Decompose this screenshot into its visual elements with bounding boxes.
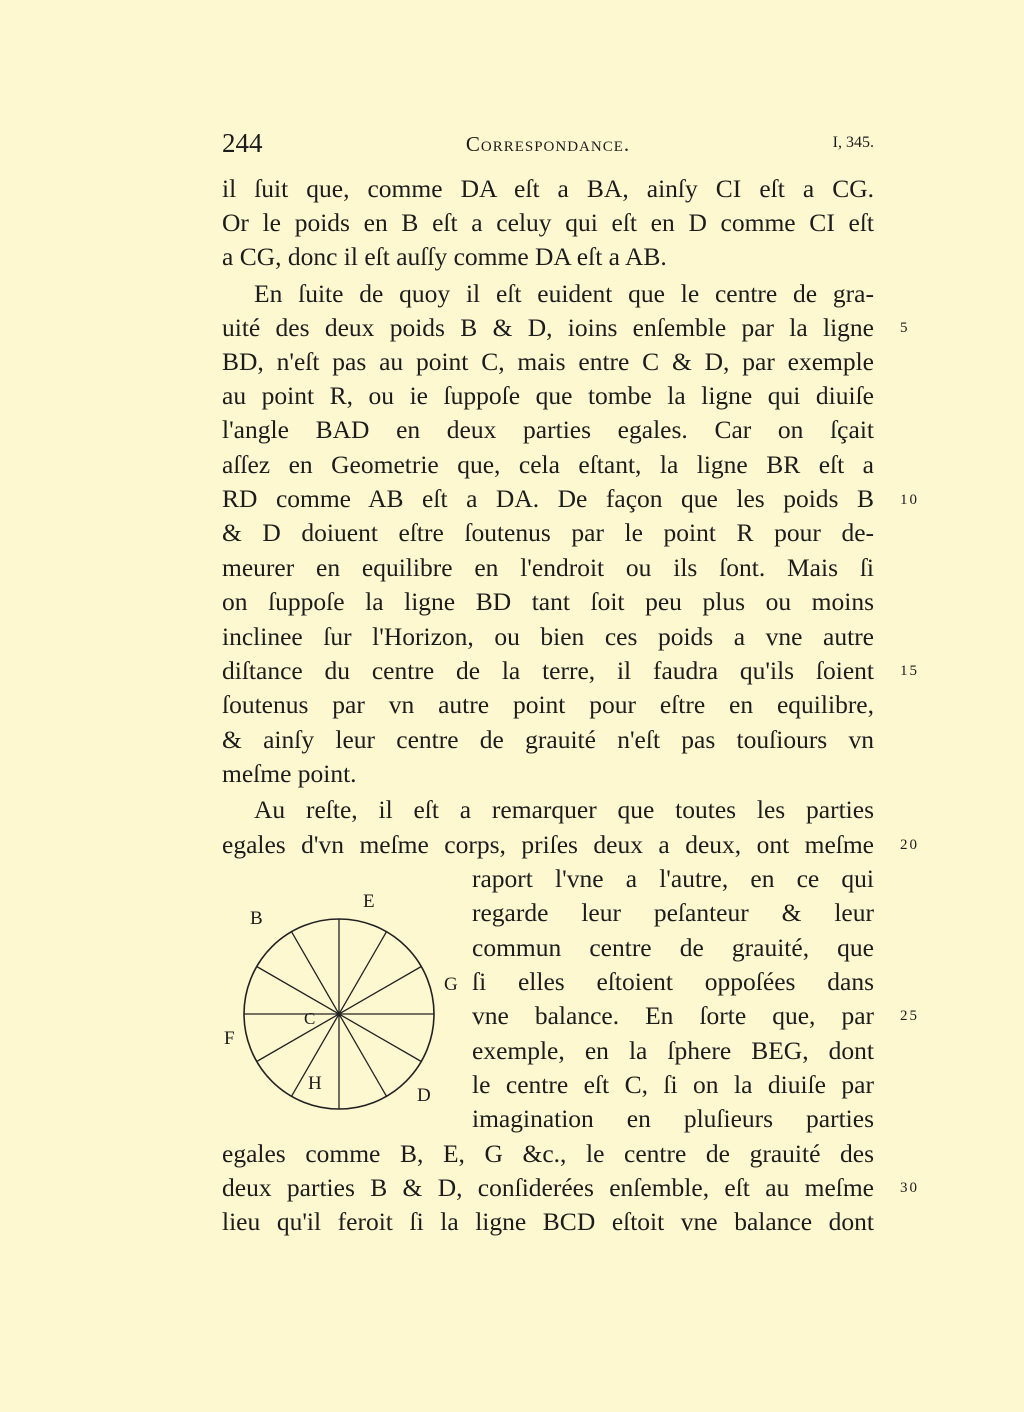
line-number: 25: [900, 1008, 919, 1024]
text-line: lieu qu'il feroit ſi la ligne BCD eſtoit vne balance dont: [222, 1207, 874, 1236]
label-g: G: [444, 974, 458, 995]
text-line: egales comme B, E, G &c., le centre de grauité des: [222, 1139, 874, 1168]
text-line: regarde leur peſanteur & leur: [472, 898, 874, 927]
text-line: raport l'vne a l'autre, en ce qui: [472, 864, 874, 893]
label-d: D: [417, 1085, 431, 1106]
sphere-diagram: [222, 888, 462, 1118]
text-line: ſoutenus par vn autre point pour eſtre en equilibre,: [222, 690, 874, 719]
text-line: & ainſy leur centre de grauité n'eſt pas touſiours vn: [222, 725, 874, 754]
text-line: & D doiuent eſtre ſoutenus par le point R pour de-: [222, 518, 874, 547]
text-line: BD, n'eſt pas au point C, mais entre C & D, par exemple: [222, 347, 874, 376]
label-f: F: [224, 1028, 235, 1049]
text-line: commun centre de grauité, que: [472, 933, 874, 962]
line-number: 5: [900, 320, 910, 336]
text-line: meurer en equilibre en l'endroit ou ils ſont. Mais ſi: [222, 553, 874, 582]
text-line: a CG, donc il eſt auſſy comme DA eſt a AB.: [222, 242, 667, 271]
text-line: diſtance du centre de la terre, il faudra qu'ils ſoient: [222, 656, 874, 685]
letter-reference: I, 345.: [832, 134, 874, 151]
text-line: aſſez en Geometrie que, cela eſtant, la ligne BR eſt a: [222, 450, 874, 479]
running-title: Correspondance.: [465, 132, 631, 156]
text-line: Or le poids en B eſt a celuy qui eſt en D comme CI eſt: [222, 208, 874, 237]
text-line: uité des deux poids B & D, ioins enſemble par la ligne: [222, 313, 874, 342]
text-line: le centre eſt C, ſi on la diuiſe par: [472, 1070, 874, 1099]
text-line: vne balance. En ſorte que, par: [472, 1001, 874, 1030]
running-header: [222, 128, 874, 162]
text-line: meſme point.: [222, 759, 357, 788]
line-number: 10: [900, 492, 919, 508]
text-line: on ſuppoſe la ligne BD tant ſoit peu plus ou moins: [222, 587, 874, 616]
line-number: 15: [900, 663, 919, 679]
text-line: l'angle BAD en deux parties egales. Car on ſçait: [222, 415, 874, 444]
text-line: imagination en pluſieurs parties: [472, 1104, 874, 1133]
text-line: En ſuite de quoy il eſt euident que le centre de gra-: [254, 279, 874, 308]
text-line: au point R, ou ie ſuppoſe que tombe la ligne qui diuiſe: [222, 381, 874, 410]
text-line: il ſuit que, comme DA eſt a BA, ainſy CI eſt a CG.: [222, 174, 874, 203]
label-h: H: [308, 1073, 322, 1094]
radial-lines: [244, 919, 434, 1109]
line-number: 20: [900, 837, 919, 853]
label-b: B: [250, 908, 263, 929]
text-line: deux parties B & D, conſiderées enſemble, eſt au meſme: [222, 1173, 874, 1202]
text-line: inclinee ſur l'Horizon, ou bien ces poids a vne autre: [222, 622, 874, 651]
text-line: egales d'vn meſme corps, priſes deux a deux, ont meſme: [222, 830, 874, 859]
text-line: RD comme AB eſt a DA. De façon que les poids B: [222, 484, 874, 513]
text-line: Au reſte, il eſt a remarquer que toutes les parties: [254, 795, 874, 824]
page-number: 244: [222, 128, 263, 158]
label-e: E: [363, 891, 375, 912]
text-line: ſi elles eſtoient oppoſées dans: [472, 967, 874, 996]
label-c: C: [304, 1009, 316, 1028]
line-number: 30: [900, 1180, 919, 1196]
text-line: exemple, en la ſphere BEG, dont: [472, 1036, 874, 1065]
